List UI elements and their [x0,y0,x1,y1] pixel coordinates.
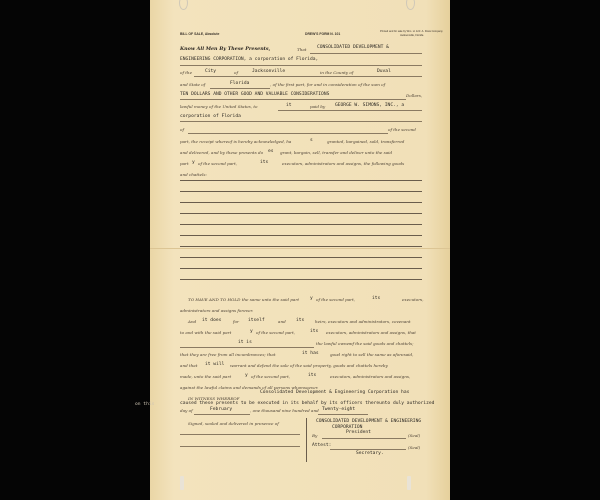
secretary-title: Secretary. [356,451,384,456]
executors-text: executors, [402,297,424,302]
fill-line [210,88,270,89]
receipt-fill: s [310,138,313,143]
delivered-text-cont: grant, bargain, sell, transfer and deliver unto the said [280,150,393,155]
goods-text: of the said goods and chattels; [350,341,414,346]
binder-tab [407,476,411,490]
it-has-fill: it has [302,351,319,356]
day-of-label: day of [180,408,193,413]
second-part-text: of the second part, [316,297,356,302]
witness-sign-line [180,434,300,435]
fill-line [180,99,406,100]
receipt-text-cont: granted, bargained, sold, transferred [327,139,405,144]
executors-text: executors, administrators and assigns, the following goods [282,161,405,166]
form-number: DREW'S FORM N. 101 [305,32,341,36]
signature-divider [306,418,307,462]
printer-city: Jacksonville, Florida [400,34,424,37]
part-fill: y [250,329,253,334]
receipt-text: part, the receipt whereof is hereby acknowledged, ha [180,139,292,144]
its-fill: its [260,160,269,165]
covenant-text: to and with the said part [180,330,232,335]
fill-line [180,121,422,122]
first-part-text: , of the first part, for and in consideration of the sum of [270,82,386,87]
schedule-line [180,279,422,280]
dollars-label: Dollars, [406,93,423,98]
seal-label: (Seal) [408,445,421,450]
its-fill: its [372,296,381,301]
covenant-text: against the lawful claims and demands of all persons whomsoever. [180,385,319,390]
witness-month: February [210,407,233,412]
form-title: BILL OF SALE, Absolute [180,32,220,36]
know-all-men: Know All Men By These Presents, [180,46,271,52]
schedule-line [180,180,422,181]
corp-name: CONSOLIDATED DEVELOPMENT & ENGINEERING [316,419,422,424]
fill-line [188,133,388,134]
part-fill: y [192,160,195,165]
party1-name-cont: ENGINEERING CORPORATION, a corporation of Florida, [180,57,319,62]
and-label: and [278,319,286,324]
of-the-label: of the [180,70,192,75]
document-page [150,0,450,500]
its-fill: its [296,318,305,323]
owner-text: the lawful owner [316,341,352,346]
part-text: part [180,161,189,166]
party1-name: CONSOLIDATED DEVELOPMENT & [317,45,389,50]
seal-label: (Seal) [408,433,421,438]
forever-text: administrators and assigns forever. [180,308,254,313]
printer-line: Printed and for sale by Wm. H. & R. A. Drew Company [380,30,443,33]
binder-tab [180,476,184,490]
county-name: Duval [377,69,391,74]
itself-fill: itself [248,318,265,323]
pronoun-it: it [286,103,292,108]
witness-typed-text: Consolidated Development & Engineering Corporation has [260,390,410,395]
delivered-fill: es [268,149,274,154]
chattels-label: and chattels: [180,172,207,177]
schedule-line [180,268,422,269]
witness-year: Twenty-eight [322,407,356,412]
city-name: Jacksonville [252,69,286,74]
second-part-text: of the second part, [256,330,296,335]
fill-line [278,110,422,111]
schedule-line [180,202,422,203]
of-label: of [180,127,184,132]
of-label: of [234,70,238,75]
fold-line [150,248,450,249]
president-title: President [346,430,371,435]
its-fill: its [310,329,319,334]
fill-line [194,76,422,77]
part-fill: y [310,296,313,301]
schedule-line [180,246,422,247]
fill-line [318,414,368,415]
schedule-line [180,191,422,192]
corp-name-cont: CORPORATION [332,425,363,430]
covenant-text: executors, administrators and assigns, that [326,330,416,335]
lawful-money-text: lawful money of the United States, to [180,104,258,109]
off-page-typed-text: on this [135,402,155,407]
paid-by-label: paid by [310,104,326,109]
schedule-line [180,257,422,258]
second-label: of the second [388,127,416,132]
delivered-text: and delivered, and by these presents do [180,150,264,155]
state-label: and State of [180,82,206,87]
schedule-line [180,224,422,225]
municipality-type: City [205,69,217,74]
part-fill: y [245,373,248,378]
county-label: in the County of [320,70,354,75]
signature-line [322,438,406,439]
covenant-text: heirs, executors and administrators, covenant [315,319,411,324]
attest-label: Attest: [312,443,332,448]
fill-line [180,347,314,348]
fill-line [180,65,422,66]
it-does-fill: it does [202,318,222,323]
covenant-text: made, unto the said part [180,374,232,379]
schedule-line [180,235,422,236]
habendum-text: TO HAVE AND TO HOLD the same unto the said part [188,297,299,302]
and-label: And [188,319,197,324]
by-label: By [312,433,318,438]
schedule-line [180,213,422,214]
witness-label: IN WITNESS WHEREOF [188,396,240,401]
binder-ring [179,0,188,10]
covenant-text: that they are free from all incumbrances; that [180,352,276,357]
witness-typed-text: caused these presents to be executed in its behalf by its officers thereunto duly authorized [180,401,435,406]
witness-sign-line [180,446,300,447]
covenant-text: good right to sell the same as aforesaid, [330,352,414,357]
covenant-text: warrant and defend the sale of the said property, goods and chattels hereby [230,363,388,368]
it-is-fill: it is [238,340,252,345]
binder-ring [406,0,415,10]
year-text: , one thousand nine hundred and [250,408,319,413]
covenant-text: executors, administrators and assigns, [330,374,411,379]
that-label: That [297,47,307,52]
its-fill: its [308,373,317,378]
for-label: for [233,319,239,324]
second-part-text: of the second part, [251,374,291,379]
signed-label: Signed, sealed and delivered in presence of [188,421,279,426]
covenant-text: and that [180,363,198,368]
fill-line [310,53,422,54]
fill-line [194,414,250,415]
signature-line [330,449,406,450]
party2-name: GEORGE W. SIMONS, INC., a [335,103,405,108]
party2-name-cont: corporation of Florida [180,114,241,119]
consideration-amount: TEN DOLLARS AND OTHER GOOD AND VALUABLE CONSIDERATIONS [180,92,330,97]
state-name: Florida [230,81,250,86]
it-will-fill: it will [205,362,225,367]
second-part-text: of the second part, [198,161,238,166]
